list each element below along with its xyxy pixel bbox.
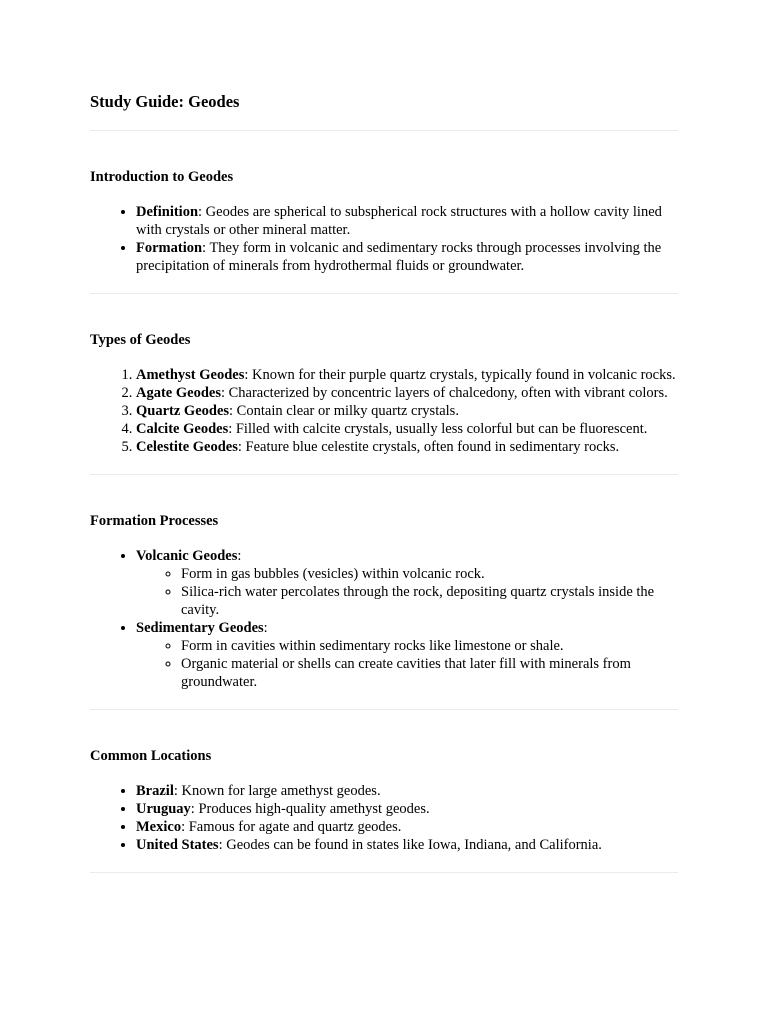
item-term: Formation <box>136 240 203 256</box>
section-heading: Introduction to Geodes <box>90 169 234 185</box>
item-text: : They form in volcanic and sedimentary rocks through processes involving the precipitation of minerals from hydrothermal fluids or groundwater. <box>136 240 662 274</box>
sub-list <box>136 637 678 691</box>
sub-list-item: ◦ Form in gas bubbles (vesicles) within volcanic rock. <box>181 565 678 583</box>
list-item <box>136 619 678 691</box>
sub-list-item: ◦ Organic material or shells can create cavities that later fill with minerals from groundwater. <box>181 655 678 691</box>
item-term: Celestite Geodes <box>136 439 238 455</box>
section-formation <box>90 475 678 709</box>
section-heading: Common Locations <box>90 748 212 764</box>
divider <box>90 872 678 873</box>
section-introduction <box>90 131 678 293</box>
list-item <box>136 836 678 854</box>
list-item <box>136 239 678 275</box>
item-text: : Produces high-quality amethyst geodes. <box>190 801 430 817</box>
sub-list-item: ◦ Silica-rich water percolates through the rock, depositing quartz crystals inside the cavity. <box>181 583 678 619</box>
definition-list <box>90 203 678 275</box>
item-text: : Characterized by concentric layers of chalcedony, often with vibrant colors. <box>220 385 668 401</box>
item-term: Volcanic Geodes <box>136 548 238 564</box>
item-term: Uruguay <box>136 801 191 817</box>
list-item <box>136 547 678 619</box>
item-term: Calcite Geodes <box>136 421 229 437</box>
list-item <box>136 818 678 836</box>
item-text: : Known for their purple quartz crystals, typically found in volcanic rocks. <box>244 367 676 383</box>
list-item <box>136 782 678 800</box>
page-title: Study Guide: Geodes <box>90 92 240 111</box>
list-item <box>136 420 678 438</box>
item-text: : <box>263 620 268 636</box>
list-item <box>136 366 678 384</box>
item-text: : <box>237 548 242 564</box>
types-list <box>90 366 678 456</box>
item-text: : Famous for agate and quartz geodes. <box>181 819 402 835</box>
item-term: Quartz Geodes <box>136 403 230 419</box>
item-term: Amethyst Geodes <box>136 367 245 383</box>
item-term: Brazil <box>136 783 174 799</box>
list-item <box>136 384 678 402</box>
item-term: Agate Geodes <box>136 385 221 401</box>
item-text: : Geodes are spherical to subspherical rock structures with a hollow cavity lined with crystals or other mineral matter. <box>136 204 662 238</box>
sub-list <box>136 565 678 619</box>
sub-list-item: ◦ Form in cavities within sedimentary rocks like limestone or shale. <box>181 637 678 655</box>
list-item <box>136 203 678 239</box>
item-text: : Feature blue celestite crystals, often found in sedimentary rocks. <box>237 439 620 455</box>
section-types <box>90 294 678 474</box>
item-text: : Known for large amethyst geodes. <box>173 783 381 799</box>
item-term: United States <box>136 837 219 853</box>
list-item <box>136 438 678 456</box>
item-term: Sedimentary Geodes <box>136 620 264 636</box>
item-text: : Geodes can be found in states like Iowa, Indiana, and California. <box>218 837 602 853</box>
locations-list <box>90 782 678 854</box>
section-heading: Formation Processes <box>90 513 219 529</box>
list-item <box>136 800 678 818</box>
item-text: : Contain clear or milky quartz crystals. <box>229 403 459 419</box>
item-text: : Filled with calcite crystals, usually less colorful but can be fluorescent. <box>228 421 648 437</box>
section-locations <box>90 710 678 872</box>
item-term: Definition <box>136 204 199 220</box>
list-item <box>136 402 678 420</box>
section-heading: Types of Geodes <box>90 332 191 348</box>
item-term: Mexico <box>136 819 182 835</box>
formation-list <box>90 547 678 691</box>
